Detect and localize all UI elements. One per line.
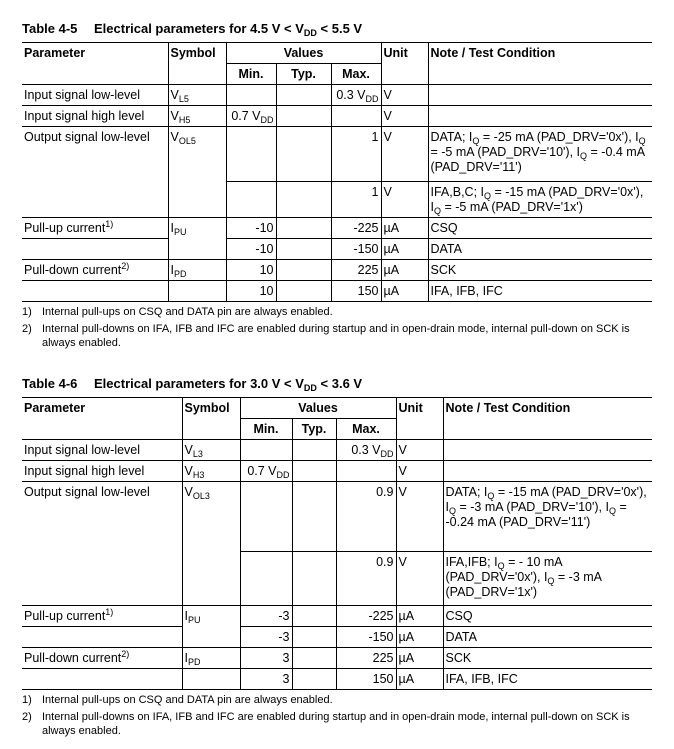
symbol-cell: $V_{OL5}$: [168, 127, 226, 218]
min-cell: 0.7 $V_{DD}$: [226, 106, 276, 127]
symbol-cell: $I_{PD}$: [168, 260, 226, 281]
typ-cell: [276, 127, 331, 182]
max-cell: 150: [336, 669, 396, 690]
header-parameter: Parameter: [22, 398, 182, 440]
param-cell: Pull-down current$^{2)}$: [22, 648, 182, 669]
typ-cell: [276, 182, 331, 218]
max-cell: 0.3 $V_{DD}$: [336, 440, 396, 461]
param-cell: [22, 627, 182, 648]
max-cell: 225: [331, 260, 381, 281]
header-unit: Unit: [396, 398, 443, 440]
note-cell: IFA, IFB, IFC: [428, 281, 652, 302]
unit-cell: µA: [396, 669, 443, 690]
max-cell: 150: [331, 281, 381, 302]
min-cell: 10: [226, 281, 276, 302]
footnote: 1) Internal pull-ups on CSQ and DATA pin are always enabled.: [22, 306, 333, 318]
param-cell: Input signal high level: [22, 461, 182, 482]
unit-cell: V: [396, 440, 443, 461]
table-4-6-block: [22, 375, 652, 738]
table-row: [22, 482, 652, 552]
header-note: Note / Test Condition: [428, 43, 652, 85]
title-text: Electrical parameters for 3.0 V < V: [94, 376, 304, 391]
table-row: [22, 606, 652, 627]
note-cell: DATA; $I_Q = -15$ mA (PAD_DRV='0x'), $I_Q = -3$ mA (PAD_DRV='10'), $I_Q = -0.24$ mA (PAD_DRV='11'): [443, 482, 652, 552]
max-cell: -225: [331, 218, 381, 239]
min-cell: -3: [240, 627, 292, 648]
header-values: Values: [240, 398, 396, 419]
table-row: [22, 440, 652, 461]
unit-cell: V: [381, 85, 428, 106]
min-cell: -10: [226, 239, 276, 260]
header-min: Min.: [240, 419, 292, 440]
min-cell: -10: [226, 218, 276, 239]
header-typ: Typ.: [276, 64, 331, 85]
symbol-cell: $I_{PD}$: [182, 648, 240, 669]
table-row: [22, 239, 652, 260]
table-row: [22, 218, 652, 239]
table-row: [22, 106, 652, 127]
min-cell: -3: [240, 606, 292, 627]
typ-cell: [292, 461, 336, 482]
unit-cell: µA: [381, 239, 428, 260]
max-cell: 0.3 $V_{DD}$: [331, 85, 381, 106]
min-cell: [240, 482, 292, 552]
min-cell: [226, 85, 276, 106]
param-cell: Pull-up current$^{1)}$: [22, 218, 168, 239]
note-cell: IFA,B,C; $I_Q = -15$ mA (PAD_DRV='0x'), $I_Q = -5$ mA (PAD_DRV='1x'): [428, 182, 652, 218]
note-cell: SCK: [428, 260, 652, 281]
note-cell: DATA: [428, 239, 652, 260]
footnote: 2) Internal pull-downs on IFA, IFB and IFC are enabled during startup and in open-drain mode, internal pull-down on SCK is always enabled.: [22, 323, 630, 349]
table-row: [22, 461, 652, 482]
header-symbol: Symbol: [182, 398, 240, 440]
typ-cell: [276, 260, 331, 281]
table-row: [22, 669, 652, 690]
typ-cell: [292, 440, 336, 461]
footnote: 2) Internal pull-downs on IFA, IFB and IFC are enabled during startup and in open-drain mode, internal pull-down on SCK is always enabled.: [22, 711, 630, 737]
typ-cell: [276, 85, 331, 106]
symbol-cell: $V_{L5}$: [168, 85, 226, 106]
note-cell: IFA,IFB; $I_Q$ = - 10 mA (PAD_DRV='0x'), $I_Q = -3$ mA (PAD_DRV='1x'): [443, 552, 652, 606]
symbol-cell: $I_{PU}$: [182, 606, 240, 648]
typ-cell: [276, 106, 331, 127]
param-cell: Pull-down current$^{2)}$: [22, 260, 168, 281]
table-row: [22, 260, 652, 281]
note-cell: [428, 85, 652, 106]
note-cell: IFA, IFB, IFC: [443, 669, 652, 690]
header-min: Min.: [226, 64, 276, 85]
symbol-cell: $V_{H5}$: [168, 106, 226, 127]
min-cell: [240, 552, 292, 606]
max-cell: -150: [336, 627, 396, 648]
table-title: [22, 20, 652, 42]
note-cell: [428, 106, 652, 127]
max-cell: [331, 106, 381, 127]
max-cell: -150: [331, 239, 381, 260]
unit-cell: µA: [381, 218, 428, 239]
typ-cell: [276, 239, 331, 260]
table-title: [22, 375, 652, 397]
typ-cell: [292, 627, 336, 648]
typ-cell: [292, 648, 336, 669]
table-row: [22, 85, 652, 106]
typ-cell: [276, 218, 331, 239]
typ-cell: [292, 669, 336, 690]
table-number: Table 4-5: [22, 21, 78, 36]
header-parameter: Parameter: [22, 43, 168, 85]
param-cell: Input signal high level: [22, 106, 168, 127]
unit-cell: µA: [381, 260, 428, 281]
unit-cell: V: [381, 127, 428, 182]
min-cell: 3: [240, 648, 292, 669]
param-cell: Input signal low-level: [22, 85, 168, 106]
note-cell: DATA: [443, 627, 652, 648]
min-cell: 0.7 $V_{DD}$: [240, 461, 292, 482]
note-cell: CSQ: [443, 606, 652, 627]
param-cell: Input signal low-level: [22, 440, 182, 461]
table-4-5-block: [22, 20, 652, 350]
note-cell: DATA; $I_Q = -25$ mA (PAD_DRV='0x'), $I_Q = -5$ mA (PAD_DRV='10'), $I_Q = -0.4$ mA (PAD_DRV='11'): [428, 127, 652, 182]
min-cell: [226, 127, 276, 182]
footnote: 1) Internal pull-ups on CSQ and DATA pin are always enabled.: [22, 694, 333, 706]
unit-cell: µA: [396, 627, 443, 648]
header-unit: Unit: [381, 43, 428, 85]
title-sub: DD: [303, 28, 317, 38]
header-note: Note / Test Condition: [443, 398, 652, 440]
table-row: [22, 127, 652, 182]
typ-cell: [292, 606, 336, 627]
min-cell: [240, 440, 292, 461]
typ-cell: [292, 552, 336, 606]
unit-cell: V: [396, 461, 443, 482]
header-max: Max.: [331, 64, 381, 85]
unit-cell: µA: [396, 648, 443, 669]
max-cell: 1: [331, 182, 381, 218]
unit-cell: V: [381, 106, 428, 127]
param-cell: Pull-up current$^{1)}$: [22, 606, 182, 627]
unit-cell: µA: [381, 281, 428, 302]
title-suffix: < 5.5 V: [316, 21, 363, 36]
header-typ: Typ.: [292, 419, 336, 440]
param-cell: [22, 281, 168, 302]
title-text: Electrical parameters for 4.5 V < V: [94, 21, 304, 36]
unit-cell: V: [396, 482, 443, 552]
param-cell: Output signal low-level: [22, 127, 168, 218]
max-cell: -225: [336, 606, 396, 627]
typ-cell: [292, 482, 336, 552]
param-cell: Output signal low-level: [22, 482, 182, 606]
table-row: [22, 281, 652, 302]
table-number: Table 4-6: [22, 376, 78, 391]
title-sub: DD: [303, 383, 317, 393]
symbol-cell: [168, 281, 226, 302]
param-cell: [22, 239, 168, 260]
max-cell: 0.9: [336, 552, 396, 606]
note-cell: CSQ: [428, 218, 652, 239]
note-cell: [443, 461, 652, 482]
table-row: [22, 648, 652, 669]
header-symbol: Symbol: [168, 43, 226, 85]
note-cell: SCK: [443, 648, 652, 669]
symbol-cell: $V_{OL3}$: [182, 482, 240, 606]
max-cell: [336, 461, 396, 482]
min-cell: 3: [240, 669, 292, 690]
title-suffix: < 3.6 V: [316, 376, 363, 391]
table-row: [22, 627, 652, 648]
electrical-parameters-table: [22, 397, 652, 690]
symbol-cell: $V_{H3}$: [182, 461, 240, 482]
typ-cell: [276, 281, 331, 302]
symbol-cell: [182, 669, 240, 690]
max-cell: 1: [331, 127, 381, 182]
header-values: Values: [226, 43, 381, 64]
max-cell: 225: [336, 648, 396, 669]
electrical-parameters-table: [22, 42, 652, 302]
min-cell: [226, 182, 276, 218]
unit-cell: V: [396, 552, 443, 606]
symbol-cell: $I_{PU}$: [168, 218, 226, 260]
symbol-cell: $V_{L3}$: [182, 440, 240, 461]
header-max: Max.: [336, 419, 396, 440]
unit-cell: µA: [396, 606, 443, 627]
max-cell: 0.9: [336, 482, 396, 552]
note-cell: [443, 440, 652, 461]
min-cell: 10: [226, 260, 276, 281]
unit-cell: V: [381, 182, 428, 218]
param-cell: [22, 669, 182, 690]
